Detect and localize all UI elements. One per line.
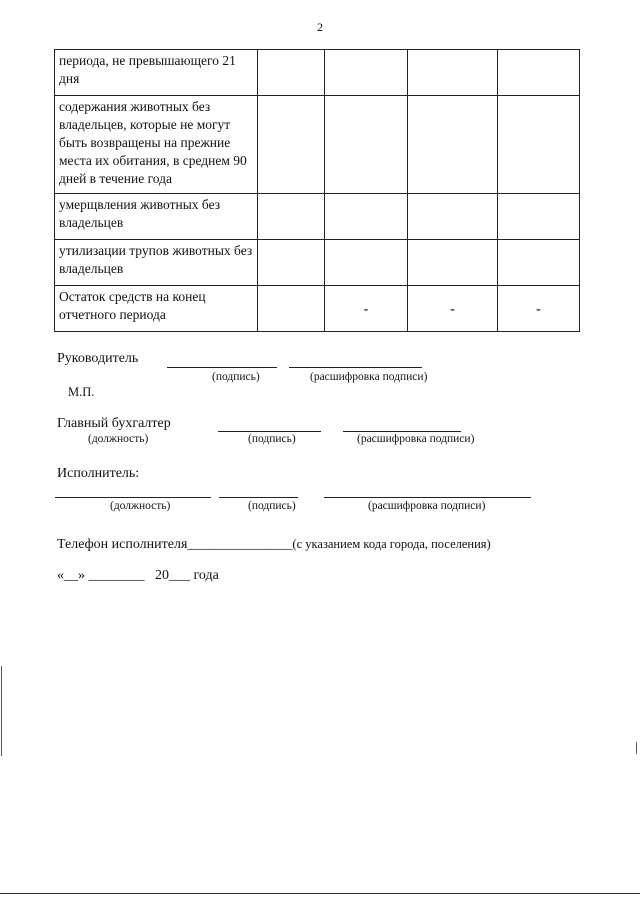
- accountant-decode-caption: (расшифровка подписи): [357, 433, 475, 445]
- executor-position-line: [55, 497, 211, 498]
- cell: [498, 50, 580, 96]
- phone-note: (с указанием кода города, поселения): [292, 537, 491, 551]
- row-label: умерщвления животных без владельцев: [55, 194, 258, 240]
- date-year-blank: ___: [169, 568, 190, 583]
- dash-cell: -: [408, 286, 498, 332]
- scan-edge-mark-left: [1, 666, 2, 756]
- dash-cell: -: [498, 286, 580, 332]
- cell: [258, 50, 325, 96]
- head-sign-caption: (подпись): [212, 371, 260, 383]
- date-close-quote: »: [78, 568, 85, 583]
- date-suffix: года: [193, 568, 219, 583]
- head-title: Руководитель: [57, 351, 139, 366]
- cell: [408, 194, 498, 240]
- row-label: содержания животных без владельцев, которые не могут быть возвращены на прежние места их обитания, в среднем 90 дней в течение года: [55, 96, 258, 194]
- cell: [325, 240, 408, 286]
- table-row: [55, 50, 580, 96]
- phone-label: Телефон исполнителя: [57, 537, 188, 552]
- cell: [258, 240, 325, 286]
- cell: [258, 96, 325, 194]
- head-decode-caption: (расшифровка подписи): [310, 371, 428, 383]
- table-row: [55, 286, 580, 332]
- table-row: [55, 96, 580, 194]
- date-year-prefix: 20: [155, 568, 169, 583]
- head-signature-line: [167, 367, 277, 368]
- cell: [325, 194, 408, 240]
- stamp-place: М.П.: [68, 385, 95, 399]
- phone-blank: _______________: [187, 537, 293, 552]
- row-label: периода, не превышающего 21 дня: [55, 50, 258, 96]
- accountant-title: Главный бухгалтер: [57, 416, 171, 431]
- date-open-quote: «: [57, 568, 64, 583]
- cell: [325, 96, 408, 194]
- cell: [498, 194, 580, 240]
- cell: [325, 50, 408, 96]
- accountant-signature-line: [218, 431, 321, 432]
- executor-sign-caption: (подпись): [248, 500, 296, 512]
- table-row: [55, 240, 580, 286]
- cell: [498, 96, 580, 194]
- executor-position-caption: (должность): [110, 500, 171, 512]
- executor-decode-line: [324, 497, 531, 498]
- date-day-blank: __: [64, 568, 78, 583]
- dash-cell: -: [325, 286, 408, 332]
- cell: [258, 194, 325, 240]
- phone-line: [57, 535, 491, 553]
- executor-signature-line: [219, 497, 298, 498]
- cell: [258, 286, 325, 332]
- cell: [408, 50, 498, 96]
- date-month-blank: ________: [88, 568, 145, 583]
- page-number: 2: [317, 20, 323, 34]
- head-decode-line: [289, 367, 422, 368]
- cell: [498, 240, 580, 286]
- accountant-decode-line: [343, 431, 461, 432]
- executor-decode-caption: (расшифровка подписи): [368, 500, 486, 512]
- cell: [408, 240, 498, 286]
- accountant-position-caption: (должность): [88, 433, 149, 445]
- executor-title: Исполнитель:: [57, 466, 140, 481]
- table-row: [55, 194, 580, 240]
- scan-edge-line: [0, 893, 640, 894]
- row-label: утилизации трупов животных без владельцев: [55, 240, 258, 286]
- scan-edge-mark-right: [636, 742, 637, 754]
- row-label: Остаток средств на конец отчетного периода: [55, 286, 258, 332]
- date-line: [57, 568, 219, 584]
- cell: [408, 96, 498, 194]
- accountant-sign-caption: (подпись): [248, 433, 296, 445]
- report-table: [54, 49, 580, 332]
